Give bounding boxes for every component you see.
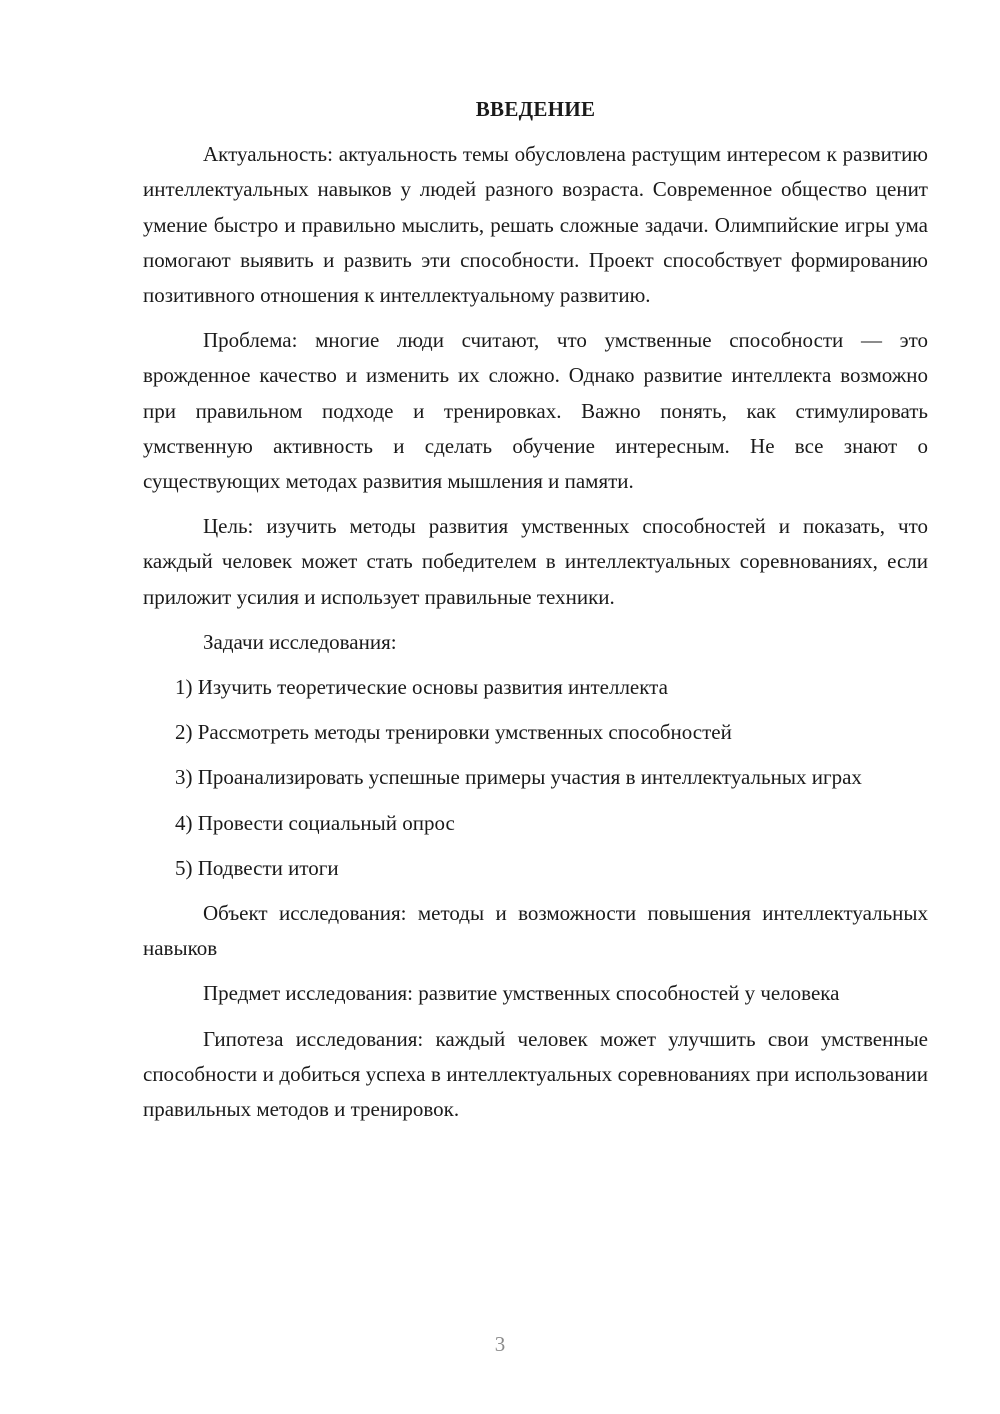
list-item: 3) Проанализировать успешные примеры участия в интеллектуальных играх [175,765,862,790]
relevance-paragraph: Актуальность: актуальность темы обусловлена растущим интересом к развитию интеллектуальных навыков у людей разного возраста. Современное общество ценит умение быстро и правильно мыслить, решать сложные задачи. Олимпийские игры ума помогают выявить и развить эти способности. Проект способствует формированию позитивного отношения к интеллектуальному развитию. [143,142,928,308]
page-number: 3 [494,1332,506,1356]
subject-paragraph: Предмет исследования: развитие умственных способностей у человека [203,981,840,1006]
goal-paragraph: Цель: изучить методы развития умственных способностей и показать, что каждый человек может стать победителем в интеллектуальных соревнованиях, если приложит усилия и использует правильные техники. [143,514,928,609]
page-title: ВВЕДЕНИЕ [475,97,596,121]
list-item: 5) Подвести итоги [175,855,339,880]
list-item: 1) Изучить теоретические основы развития интеллекта [175,675,668,700]
list-item: 2) Рассмотреть методы тренировки умственных способностей [175,720,732,745]
list-item: 4) Провести социальный опрос [175,810,455,835]
problem-paragraph: Проблема: многие люди считают, что умственные способности — это врожденное качество и изменить их сложно. Однако развитие интеллекта возможно при правильном подходе и тренировках. Важно понять, как стимулировать умственную активность и сделать обучение интересным. Не все знают о существующих методах развития мышления и памяти. [143,328,928,494]
document-page [143,92,928,1137]
hypothesis-paragraph: Гипотеза исследования: каждый человек может улучшить свои умственные способности и добиться успеха в интеллектуальных соревнованиях при использовании правильных методов и тренировок. [143,1026,928,1122]
tasks-heading: Задачи исследования: [203,629,397,654]
object-paragraph: Объект исследования: методы и возможности повышения интеллектуальных навыков [143,901,928,961]
